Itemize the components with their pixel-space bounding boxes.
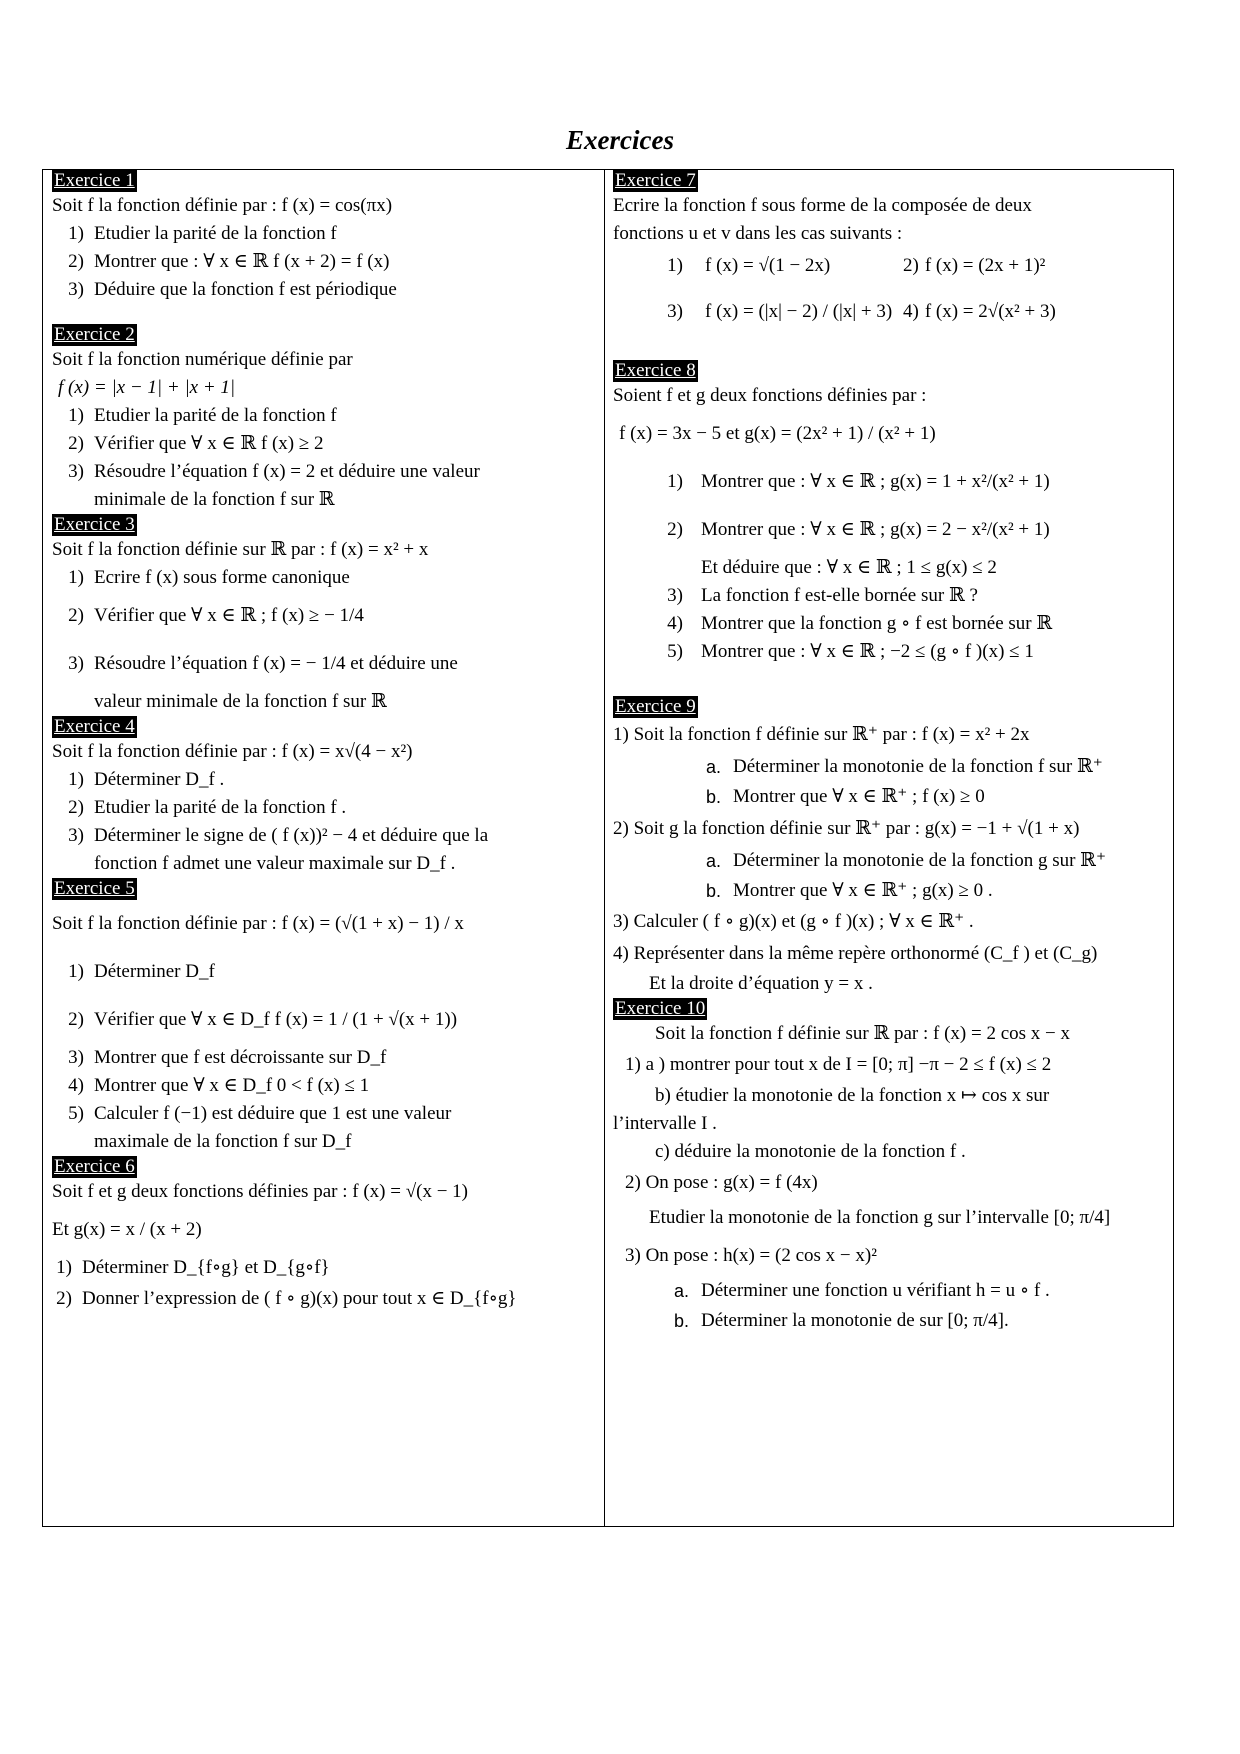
question: Etudier la monotonie de la fonction g sur l’intervalle [0; π/4] xyxy=(649,1207,1111,1228)
question: 3) On pose : h(x) = (2 cos x − x)² xyxy=(625,1245,877,1266)
question: 3) Montrer que f est décroissante sur D_f xyxy=(68,1047,387,1068)
exercise-intro: Soient f et g deux fonctions définies par : xyxy=(613,385,927,406)
exercise-intro: Soit f la fonction définie par : f (x) = x√(4 − x²) xyxy=(52,741,413,762)
question: 1) Déterminer D_{f∘g} et D_{g∘f} xyxy=(56,1257,330,1278)
case-row: 3) f (x) = (|x| − 2) / (|x| + 3) 4) f (x) = 2√(x² + 3) xyxy=(667,301,1056,322)
question: 3) Déterminer le signe de ( f (x))² − 4 et déduire que la xyxy=(68,825,489,846)
question: 1) Déterminer D_f . xyxy=(68,769,225,790)
question: 1) Déterminer D_f xyxy=(68,961,215,982)
sub-question: a. Déterminer la monotonie de la fonction g sur ℝ⁺ xyxy=(705,850,1106,871)
exercise-1 xyxy=(52,170,597,304)
question: 2) Vérifier que ∀ x ∈ D_f f (x) = 1 / (1 + √(x + 1)) xyxy=(68,1009,458,1030)
question: 3) La fonction f est-elle bornée sur ℝ ? xyxy=(667,585,978,606)
exercise-title: Exercice 7 xyxy=(615,170,696,191)
question: 4) Montrer que ∀ x ∈ D_f 0 < f (x) ≤ 1 xyxy=(68,1075,370,1096)
question: Et déduire que : ∀ x ∈ ℝ ; 1 ≤ g(x) ≤ 2 xyxy=(701,557,997,578)
exercise-title: Exercice 9 xyxy=(615,696,696,717)
exercise-intro: Soit f la fonction définie sur ℝ par : f (x) = x² + x xyxy=(52,539,429,560)
exercise-title: Exercice 1 xyxy=(54,170,135,191)
formula: Et g(x) = x / (x + 2) xyxy=(52,1219,202,1240)
formula: f (x) = |x − 1| + |x + 1| xyxy=(58,377,236,398)
exercise-intro: Soit f la fonction définie par : f (x) = cos(πx) xyxy=(52,195,393,216)
exercise-intro: Soit f la fonction définie par : f (x) = (√(1 + x) − 1) / x xyxy=(52,913,464,934)
question: 5) Montrer que : ∀ x ∈ ℝ ; −2 ≤ (g ∘ f )(x) ≤ 1 xyxy=(667,641,1034,662)
question: 2) Montrer que : ∀ x ∈ ℝ f (x + 2) = f (x) xyxy=(68,251,390,272)
question: 1) a ) montrer pour tout x de I = [0; π] −π − 2 ≤ f (x) ≤ 2 xyxy=(625,1054,1052,1075)
question-continuation: minimale de la fonction f sur ℝ xyxy=(94,489,335,510)
column-divider xyxy=(604,169,605,1527)
sub-question: b. Montrer que ∀ x ∈ ℝ⁺ ; g(x) ≥ 0 . xyxy=(705,880,993,901)
sub-question: a. Déterminer la monotonie de la fonction f sur ℝ⁺ xyxy=(705,756,1103,777)
exercise-title: Exercice 3 xyxy=(54,514,135,535)
question: 2) Montrer que : ∀ x ∈ ℝ ; g(x) = 2 − x²/(x² + 1) xyxy=(667,519,1050,540)
question-continuation: maximale de la fonction f sur D_f xyxy=(94,1131,352,1152)
exercise-7 xyxy=(613,170,1168,340)
question: b) étudier la monotonie de la fonction x ↦ cos x sur xyxy=(655,1085,1050,1106)
question: 3) Résoudre l’équation f (x) = 2 et déduire une valeur xyxy=(68,461,480,482)
question-continuation: valeur minimale de la fonction f sur ℝ xyxy=(94,691,387,712)
exercise-title: Exercice 8 xyxy=(615,360,696,381)
sub-question: b. Montrer que ∀ x ∈ ℝ⁺ ; f (x) ≥ 0 xyxy=(705,786,985,807)
exercise-6 xyxy=(52,1156,597,1316)
exercise-title: Exercice 10 xyxy=(615,998,706,1019)
exercise-4 xyxy=(52,716,597,878)
page-title: Exercices xyxy=(566,125,674,155)
question: 2) Vérifier que ∀ x ∈ ℝ f (x) ≥ 2 xyxy=(68,433,324,454)
exercise-3 xyxy=(52,514,597,716)
question: 4) Montrer que la fonction g ∘ f est bornée sur ℝ xyxy=(667,613,1053,634)
question: 2) Soit g la fonction définie sur ℝ⁺ par : g(x) = −1 + √(1 + x) xyxy=(613,818,1080,839)
exercise-5 xyxy=(52,878,597,1156)
exercise-10 xyxy=(613,998,1168,1336)
question: 2) Etudier la parité de la fonction f . xyxy=(68,797,347,818)
exercise-intro: Soit la fonction f définie sur ℝ par : f (x) = 2 cos x − x xyxy=(655,1023,1071,1044)
exercise-title: Exercice 5 xyxy=(54,878,135,899)
sub-question: b. Déterminer la monotonie de sur [0; π/4]. xyxy=(673,1310,1009,1331)
question: 5) Calculer f (−1) est déduire que 1 est une valeur xyxy=(68,1103,452,1124)
exercise-title: Exercice 2 xyxy=(54,324,135,345)
question: 1) Etudier la parité de la fonction f xyxy=(68,405,337,426)
exercise-intro: Soit f la fonction numérique définie par xyxy=(52,349,353,370)
formula: f (x) = 3x − 5 et g(x) = (2x² + 1) / (x² + 1) xyxy=(619,423,936,444)
question: 1) Etudier la parité de la fonction f xyxy=(68,223,337,244)
exercise-intro: Soit f et g deux fonctions définies par : f (x) = √(x − 1) xyxy=(52,1181,468,1202)
exercise-2 xyxy=(52,324,597,514)
question: 2) Vérifier que ∀ x ∈ ℝ ; f (x) ≥ − 1/4 xyxy=(68,605,364,626)
question-continuation: l’intervalle I . xyxy=(613,1113,717,1134)
exercise-title: Exercice 6 xyxy=(54,1156,135,1177)
question: c) déduire la monotonie de la fonction f . xyxy=(655,1141,966,1162)
question-continuation: Et la droite d’équation y = x . xyxy=(649,973,873,994)
right-column xyxy=(613,170,1168,1336)
question: 3) Résoudre l’équation f (x) = − 1/4 et déduire une xyxy=(68,653,458,674)
exercise-intro: Ecrire la fonction f sous forme de la composée de deux xyxy=(613,195,1032,216)
question: 3) Déduire que la fonction f est périodique xyxy=(68,279,397,300)
exercise-9 xyxy=(613,696,1168,998)
question-continuation: fonction f admet une valeur maximale sur D_f . xyxy=(94,853,456,874)
question: 1) Soit la fonction f définie sur ℝ⁺ par : f (x) = x² + 2x xyxy=(613,724,1030,745)
left-column xyxy=(52,170,597,1316)
exercise-8 xyxy=(613,360,1168,666)
question: 4) Représenter dans la même repère orthonormé (C_f ) et (C_g) xyxy=(613,943,1098,964)
case-row: 1) f (x) = √(1 − 2x) 2) f (x) = (2x + 1)² xyxy=(667,255,1046,276)
sub-question: a. Déterminer une fonction u vérifiant h = u ∘ f . xyxy=(673,1280,1050,1301)
question: 2) On pose : g(x) = f (4x) xyxy=(625,1172,818,1193)
question: 1) Ecrire f (x) sous forme canonique xyxy=(68,567,350,588)
question: 2) Donner l’expression de ( f ∘ g)(x) pour tout x ∈ D_{f∘g} xyxy=(56,1288,517,1309)
exercise-intro: fonctions u et v dans les cas suivants : xyxy=(613,223,903,244)
question: 3) Calculer ( f ∘ g)(x) et (g ∘ f )(x) ; ∀ x ∈ ℝ⁺ . xyxy=(613,911,974,932)
exercise-title: Exercice 4 xyxy=(54,716,135,737)
question: 1) Montrer que : ∀ x ∈ ℝ ; g(x) = 1 + x²/(x² + 1) xyxy=(667,471,1050,492)
